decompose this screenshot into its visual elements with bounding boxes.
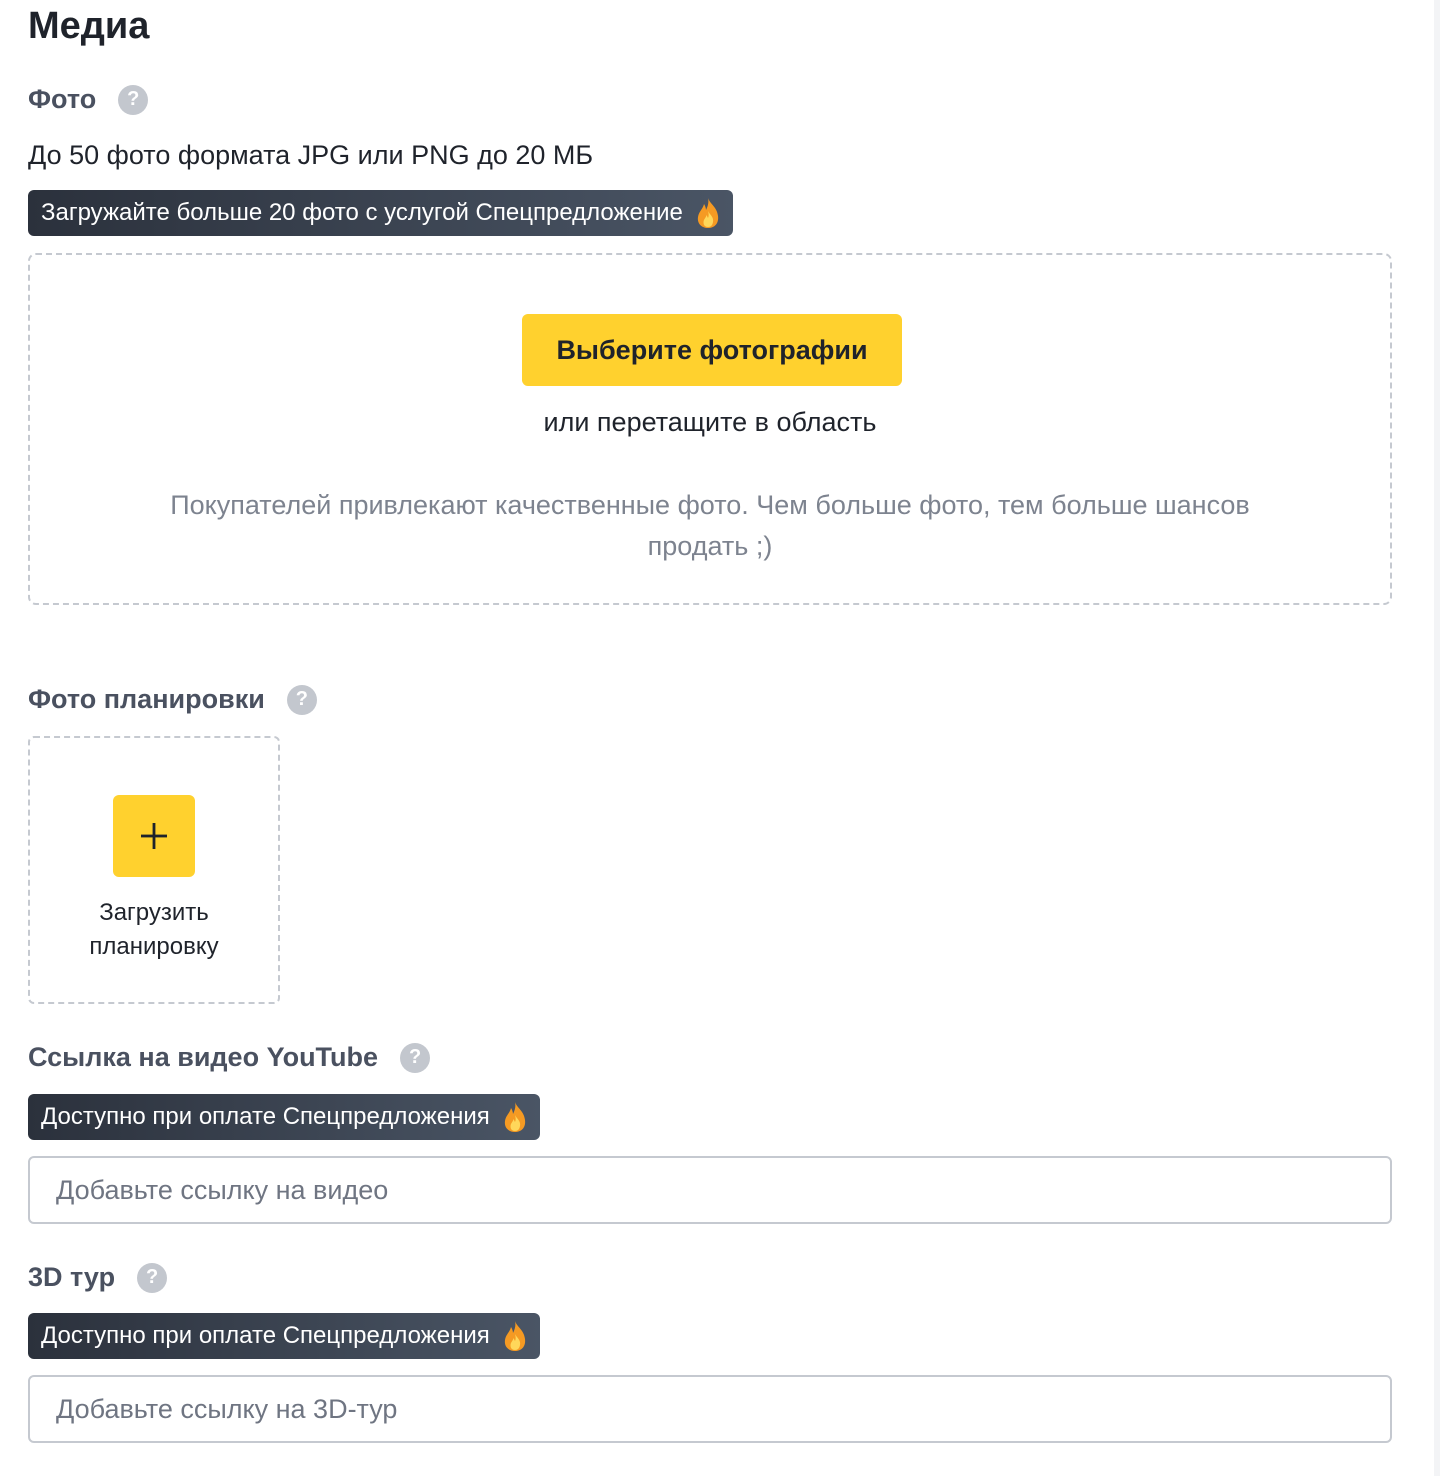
fire-icon xyxy=(502,1320,528,1352)
tour-promo-text: Доступно при оплате Спецпредложения xyxy=(41,1322,490,1349)
photo-label-text: Фото xyxy=(28,84,97,114)
tour-label-text: 3D тур xyxy=(28,1262,116,1292)
select-photos-button[interactable]: Выберите фотографии xyxy=(522,314,902,386)
photo-promo-badge xyxy=(28,190,733,236)
photo-dropzone[interactable] xyxy=(28,253,1392,605)
photo-description: До 50 фото формата JPG или PNG до 20 МБ xyxy=(28,140,594,170)
drag-hint-text: или перетащите в область xyxy=(543,407,877,437)
photo-promo-text: Загружайте больше 20 фото с услугой Спецпредложение xyxy=(41,199,683,226)
add-plan-button[interactable] xyxy=(113,795,195,877)
plan-label xyxy=(28,684,317,715)
plan-label-text: Фото планировки xyxy=(28,684,265,714)
video-promo-badge xyxy=(28,1094,540,1140)
tour-label xyxy=(28,1262,167,1293)
photo-help-icon[interactable]: ? xyxy=(118,85,148,115)
tour-help-icon[interactable]: ? xyxy=(137,1263,167,1293)
upload-plan-text xyxy=(30,896,278,964)
scrollbar-track[interactable] xyxy=(1434,0,1440,1476)
fire-icon xyxy=(502,1101,528,1133)
fire-icon xyxy=(695,197,721,229)
upload-plan-line2: планировку xyxy=(89,933,219,960)
video-link-input[interactable] xyxy=(28,1156,1392,1224)
video-help-icon[interactable]: ? xyxy=(400,1043,430,1073)
tour-promo-badge xyxy=(28,1313,540,1359)
video-label xyxy=(28,1042,430,1073)
video-promo-text: Доступно при оплате Спецпредложения xyxy=(41,1103,490,1130)
plan-help-icon[interactable]: ? xyxy=(287,685,317,715)
tour-link-input[interactable] xyxy=(28,1375,1392,1443)
video-label-text: Ссылка на видео YouTube xyxy=(28,1042,379,1072)
plus-icon xyxy=(139,821,169,851)
photo-quality-hint: Покупателей привлекают качественные фото. Чем больше фото, тем больше шансов продать ;) xyxy=(170,490,1250,561)
section-title: Медиа xyxy=(28,5,150,47)
plan-upload-box[interactable] xyxy=(28,736,280,1004)
photo-label xyxy=(28,84,148,115)
upload-plan-line1: Загрузить xyxy=(99,899,209,926)
